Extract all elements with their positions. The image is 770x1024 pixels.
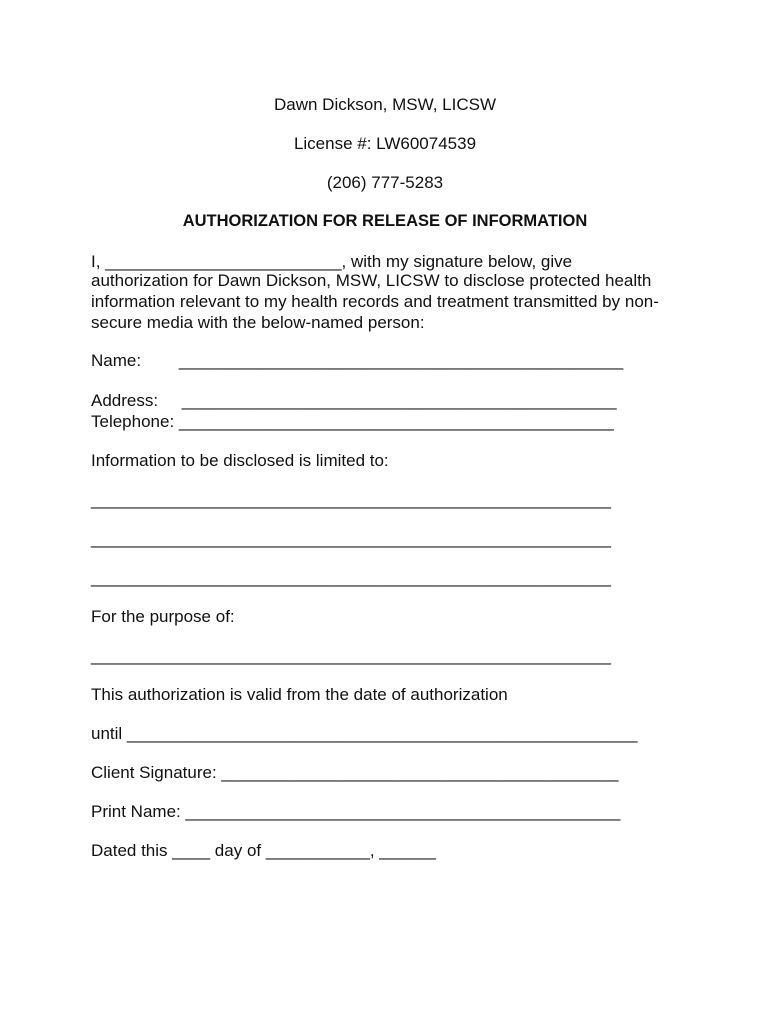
name-field[interactable]: Name: _______________________________________________ [91, 351, 624, 370]
disclosure-blank-2[interactable]: _______________________________________________________ [91, 529, 612, 548]
telephone-field[interactable]: Telephone: ______________________________________________ [91, 412, 614, 431]
until-field[interactable]: until ______________________________________________________ [91, 724, 638, 743]
phone-number: (206) 777-5283 [326, 173, 444, 192]
purpose-blank[interactable]: _______________________________________________________ [91, 646, 612, 665]
print-name-field[interactable]: Print Name: ______________________________________________ [91, 802, 621, 821]
disclosure-blank-3[interactable]: _______________________________________________________ [91, 568, 612, 587]
license-number: License #: LW60074539 [293, 134, 477, 153]
intro-line-4: secure media with the below-named person: [91, 313, 425, 332]
document-title: AUTHORIZATION FOR RELEASE OF INFORMATION [182, 212, 588, 230]
intro-line-2: authorization for Dawn Dickson, MSW, LICSW to disclose protected health [91, 271, 652, 290]
provider-name: Dawn Dickson, MSW, LICSW [274, 95, 496, 114]
disclosure-blank-1[interactable]: _______________________________________________________ [91, 490, 612, 509]
client-signature-field[interactable]: Client Signature: __________________________________________ [91, 763, 619, 782]
address-field[interactable]: Address: ______________________________________________ [91, 391, 617, 410]
intro-line-3: information relevant to my health records and treatment transmitted by non- [91, 292, 659, 311]
disclosure-label: Information to be disclosed is limited to: [91, 451, 389, 470]
validity-line: This authorization is valid from the date of authorization [91, 685, 508, 704]
intro-line-1: I, _________________________, with my signature below, give [91, 252, 573, 271]
dated-field[interactable]: Dated this ____ day of ___________, ______ [91, 841, 437, 860]
purpose-label: For the purpose of: [91, 607, 235, 626]
